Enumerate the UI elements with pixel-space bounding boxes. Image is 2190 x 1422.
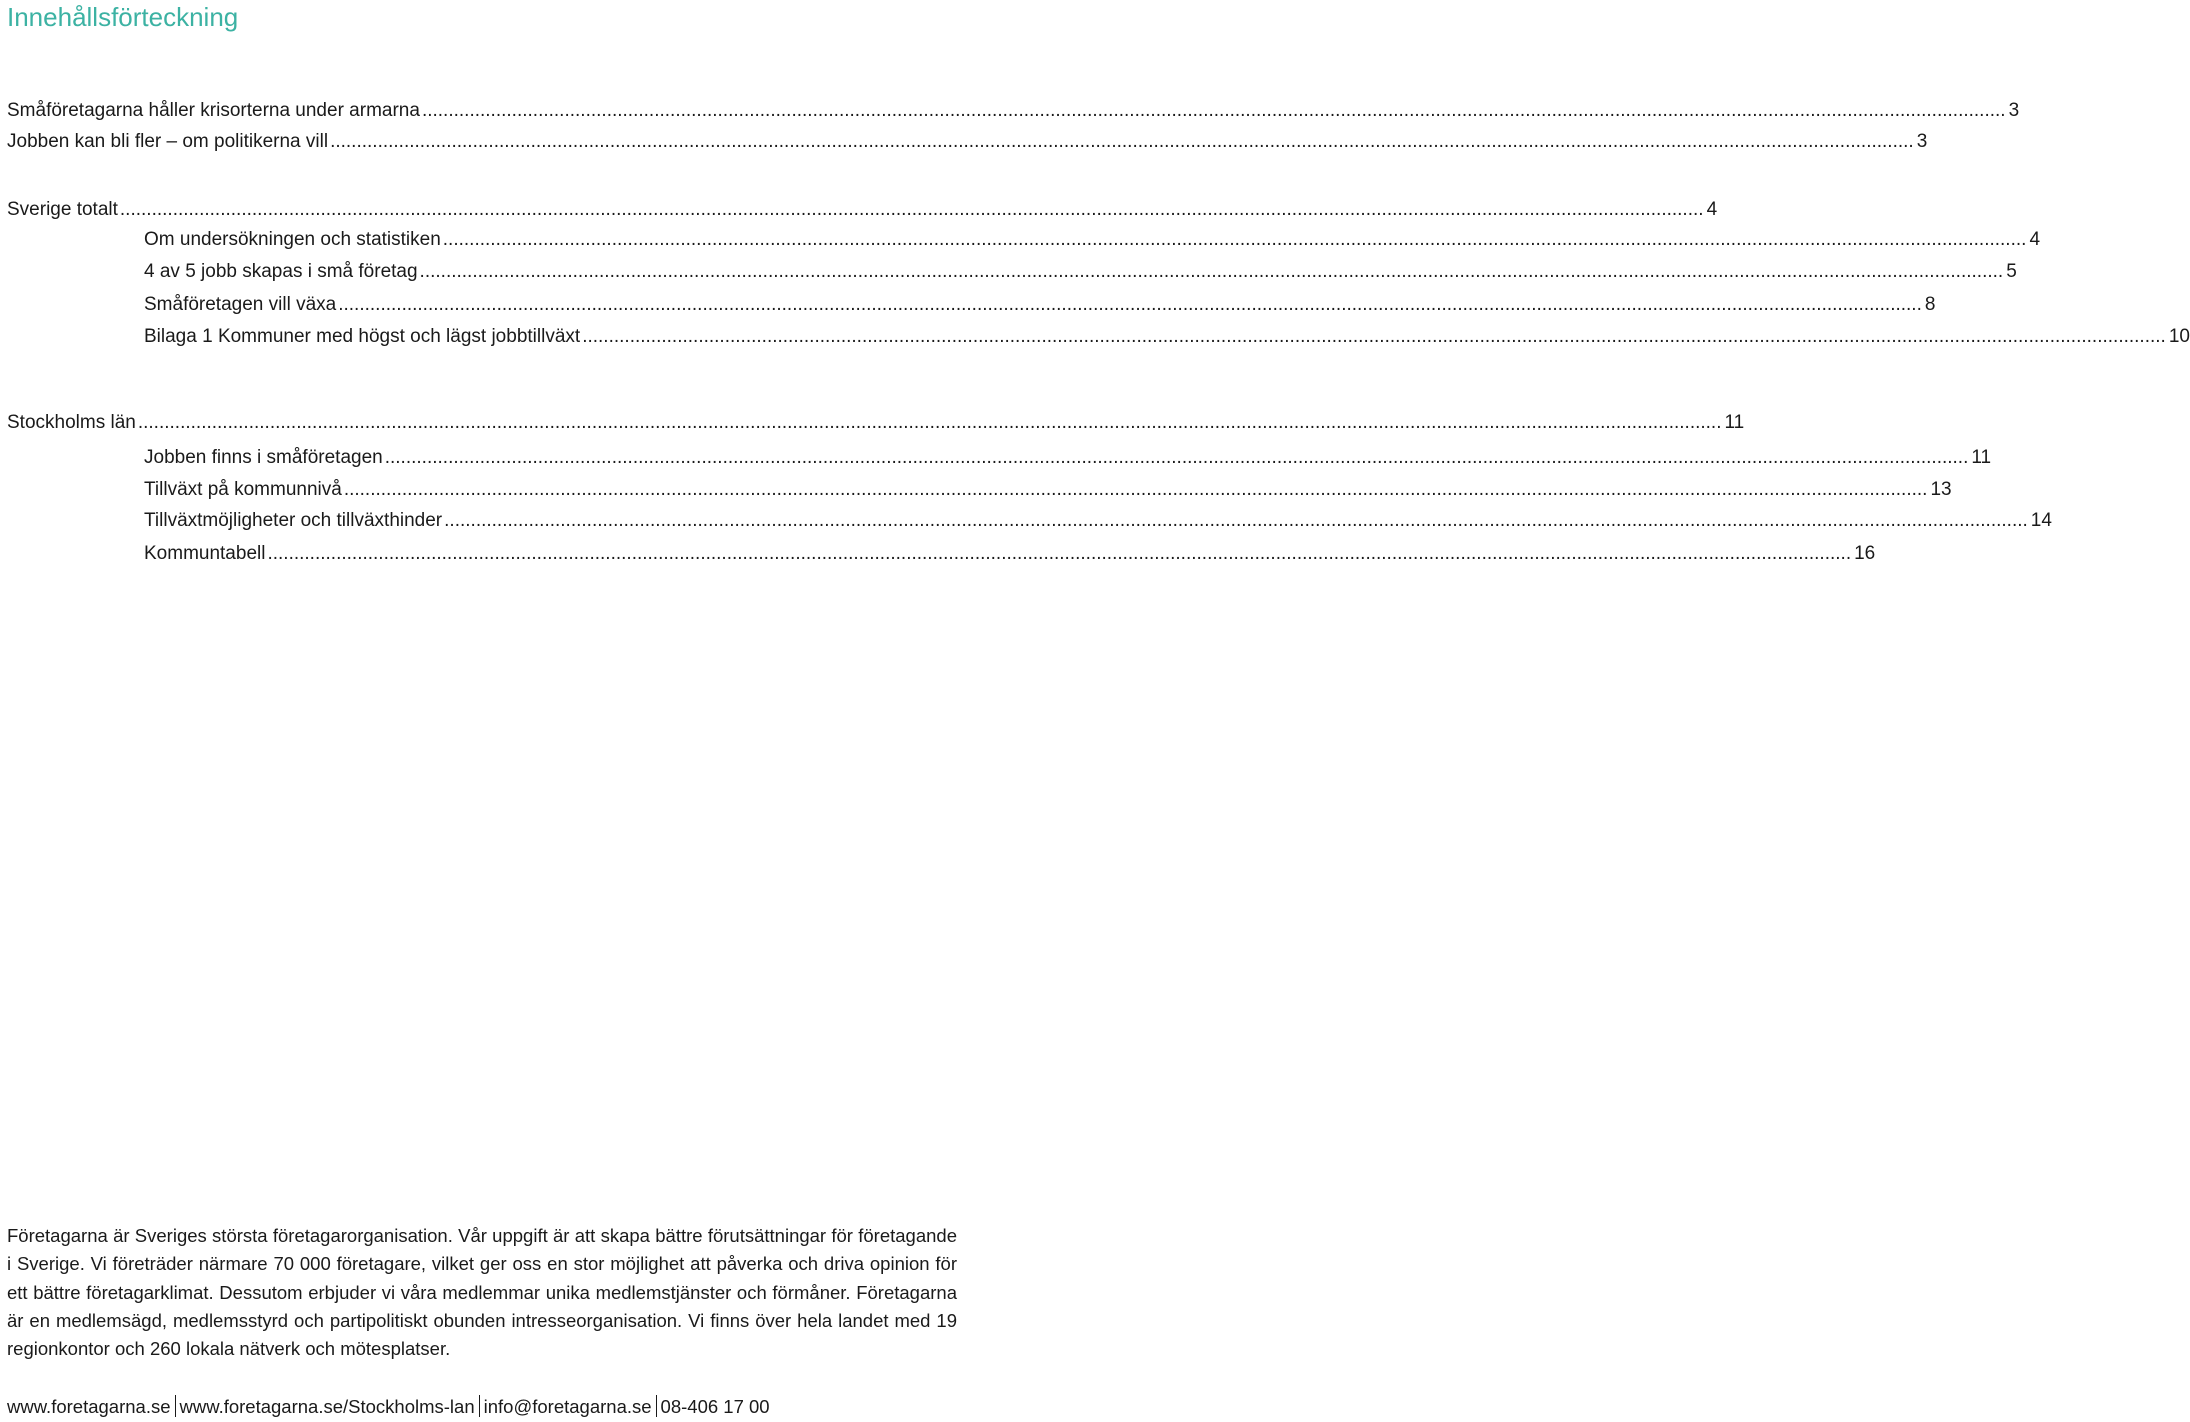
toc-page-number: 3: [1914, 129, 1928, 155]
toc-page-number: 16: [1851, 541, 1875, 567]
toc-entry[interactable]: [0, 445, 1992, 471]
toc-entry-label: Tillväxt på kommunnivå: [144, 477, 344, 503]
toc-page-number: 8: [1922, 292, 1936, 318]
toc-entry[interactable]: [0, 292, 1936, 318]
toc-leader-dots: ............................................................................................................................................................................................................................................................................................................: [582, 326, 2166, 347]
toc-entry-label: Kommuntabell: [144, 541, 267, 567]
toc-entry-label: Småföretagarna håller krisorterna under armarna: [7, 98, 422, 124]
toc-entry[interactable]: [0, 508, 2052, 534]
divider: [175, 1395, 176, 1417]
toc-leader-dots: ............................................................................................................................................................................................................................................................................................................: [330, 131, 1914, 152]
toc-page-number: 14: [2028, 508, 2052, 534]
toc-entry-label: Jobben kan bli fler – om politikerna vill: [7, 129, 330, 155]
toc-entry[interactable]: [0, 410, 1745, 436]
divider: [479, 1395, 480, 1417]
toc-entry-label: 4 av 5 jobb skapas i små företag: [144, 259, 420, 285]
email-link[interactable]: info@foretagarna.se: [483, 1396, 652, 1417]
toc-entry-label: Sverige totalt: [7, 197, 120, 223]
toc-page-number: 4: [2026, 227, 2040, 253]
toc-leader-dots: ............................................................................................................................................................................................................................................................................................................: [419, 261, 2004, 282]
toc-leader-dots: ............................................................................................................................................................................................................................................................................................................: [384, 447, 1969, 468]
toc-entry-label: Tillväxtmöjligheter och tillväxthinder: [144, 508, 444, 534]
toc-entry[interactable]: [0, 129, 1928, 155]
toc-entry[interactable]: [0, 227, 2041, 253]
toc-entry[interactable]: [0, 98, 2020, 124]
toc-page-number: 5: [2003, 259, 2017, 285]
toc-page-number: 13: [1927, 477, 1951, 503]
toc-page-number: 4: [1704, 197, 1718, 223]
page-title: Innehållsförteckning: [7, 2, 239, 32]
toc-leader-dots: ............................................................................................................................................................................................................................................................................................................: [119, 199, 1704, 220]
toc-page-number: 11: [1968, 445, 1991, 471]
toc-leader-dots: ............................................................................................................................................................................................................................................................................................................: [442, 229, 2027, 250]
toc-leader-dots: ............................................................................................................................................................................................................................................................................................................: [137, 412, 1722, 433]
contact-line: [7, 1394, 770, 1420]
toc-page-number: 11: [1722, 410, 1745, 436]
toc-entry-label: Bilaga 1 Kommuner med högst och lägst jobbtillväxt: [144, 324, 582, 350]
toc-entry[interactable]: [0, 197, 1718, 223]
toc-entry[interactable]: [0, 324, 2190, 350]
divider: [656, 1395, 657, 1417]
toc-entry-label: Jobben finns i småföretagen: [144, 445, 385, 471]
toc-entry-label: Om undersökningen och statistiken: [144, 227, 443, 253]
toc-entry[interactable]: [0, 259, 2017, 285]
toc-entry[interactable]: [0, 541, 1876, 567]
toc-page-number: 10: [2166, 324, 2190, 350]
organization-description: Företagarna är Sveriges största företagarorganisation. Vår uppgift är att skapa bättre förutsättningar för företagande i Sverige. Vi företräder närmare 70 000 företagare, vilket ger oss en stor möjlighet att påverka och driva opinion för ett bättre företagarklimat. Dessutom erbjuder vi våra medlemmar unika medlemstjänster och förmåner. Företagarna är en medlemsägd, medlemsstyrd och partipolitiskt obunden intresseorganisation. Vi finns över hela landet med 19 regionkontor och 260 lokala nätverk och mötesplatser.: [7, 1225, 957, 1360]
toc-entry-label: Småföretagen vill växa: [144, 292, 338, 318]
toc-leader-dots: ............................................................................................................................................................................................................................................................................................................: [343, 479, 1928, 500]
website-link[interactable]: www.foretagarna.se: [7, 1396, 171, 1417]
phone-number: 08-406 17 00: [660, 1396, 770, 1417]
toc-entry[interactable]: [0, 477, 1952, 503]
toc-leader-dots: ............................................................................................................................................................................................................................................................................................................: [421, 100, 2006, 121]
toc-page-number: 3: [2006, 98, 2020, 124]
regional-website-link[interactable]: www.foretagarna.se/Stockholms-lan: [179, 1396, 475, 1417]
toc-leader-dots: ............................................................................................................................................................................................................................................................................................................: [267, 543, 1852, 564]
toc-leader-dots: ............................................................................................................................................................................................................................................................................................................: [338, 294, 1922, 315]
toc-entry-label: Stockholms län: [7, 410, 138, 436]
toc-leader-dots: ............................................................................................................................................................................................................................................................................................................: [444, 510, 2028, 531]
